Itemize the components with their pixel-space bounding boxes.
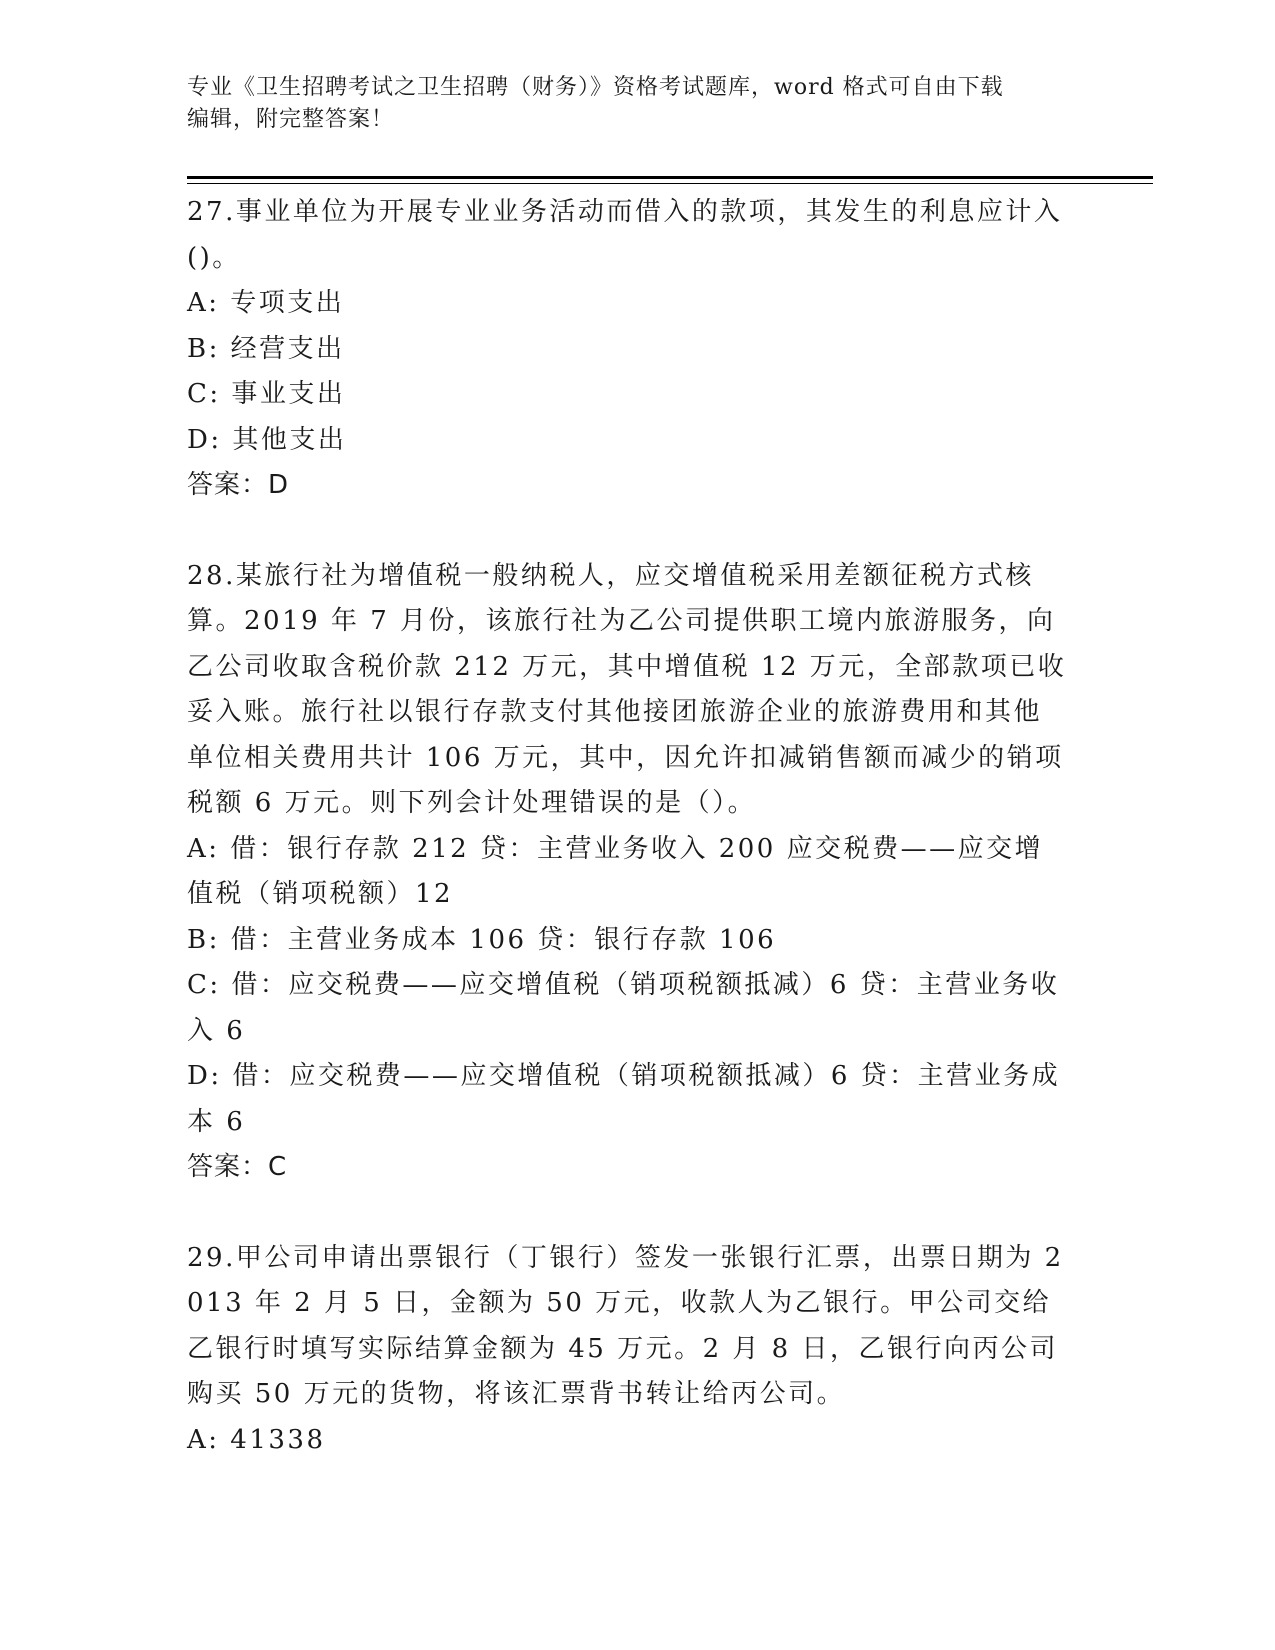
question-text: 28.某旅行社为增值税一般纳税人，应交增值税采用差额征税方式核算。2019 年 7 月份，该旅行社为乙公司提供职工境内旅游服务，向乙公司收取含税价款 212 万元，其中增值税 12 万元，全部款项已收妥入账。旅行社以银行存款支付其他接团旅游企业的旅游费用和其他单位相关费用共计 106 万元，其中，因允许扣减销售额而减少的销项税额 6 万元。则下列会计处理错误的是（）。 [187, 560, 1067, 818]
question-text: 27.事业单位为开展专业业务活动而借入的款项，其发生的利息应计入()。 [187, 197, 1063, 273]
answer-label: 答案：D [187, 470, 290, 500]
option-c: C: 事业支出 [187, 379, 346, 409]
question-text: 29.甲公司申请出票银行（丁银行）签发一张银行汇票，出票日期为 2013 年 2 月 5 日，金额为 50 万元，收款人为乙银行。甲公司交给乙银行时填写实际结算金额为 45 万元。2 月 8 日，乙银行向丙公司购买 50 万元的货物，将该汇票背书转让给丙公司。 [187, 1242, 1064, 1409]
option-a: A: 41338 [187, 1424, 326, 1455]
question-block [187, 554, 1067, 1191]
option-d: D: 借：应交税费——应交增值税（销项税额抵减）6 贷：主营业务成本 6 [187, 1061, 1061, 1137]
answer-label: 答案：C [187, 1152, 288, 1182]
question-block [187, 190, 1067, 509]
option-b: B: 借：主营业务成本 106 贷：银行存款 106 [187, 924, 777, 955]
spacer [187, 509, 1067, 554]
header-divider [187, 176, 1153, 179]
option-a: A: 借：银行存款 212 贷：主营业务收入 200 应交税费——应交增值税（销项税额）12 [187, 833, 1044, 909]
page-header [187, 72, 1067, 136]
option-b: B: 经营支出 [187, 333, 345, 364]
option-d: D: 其他支出 [187, 424, 347, 455]
header-divider [187, 183, 1153, 184]
spacer [187, 1191, 1067, 1236]
option-c: C: 借：应交税费——应交增值税（销项税额抵减）6 贷：主营业务收入 6 [187, 970, 1060, 1046]
question-block [187, 1236, 1067, 1464]
option-a: A: 专项支出 [187, 288, 345, 318]
header-line: 专业《卫生招聘考试之卫生招聘（财务）》资格考试题库，word 格式可自由下载 [187, 75, 1004, 100]
question-list [187, 190, 1067, 1463]
header-line: 编辑，附完整答案！ [187, 107, 395, 132]
